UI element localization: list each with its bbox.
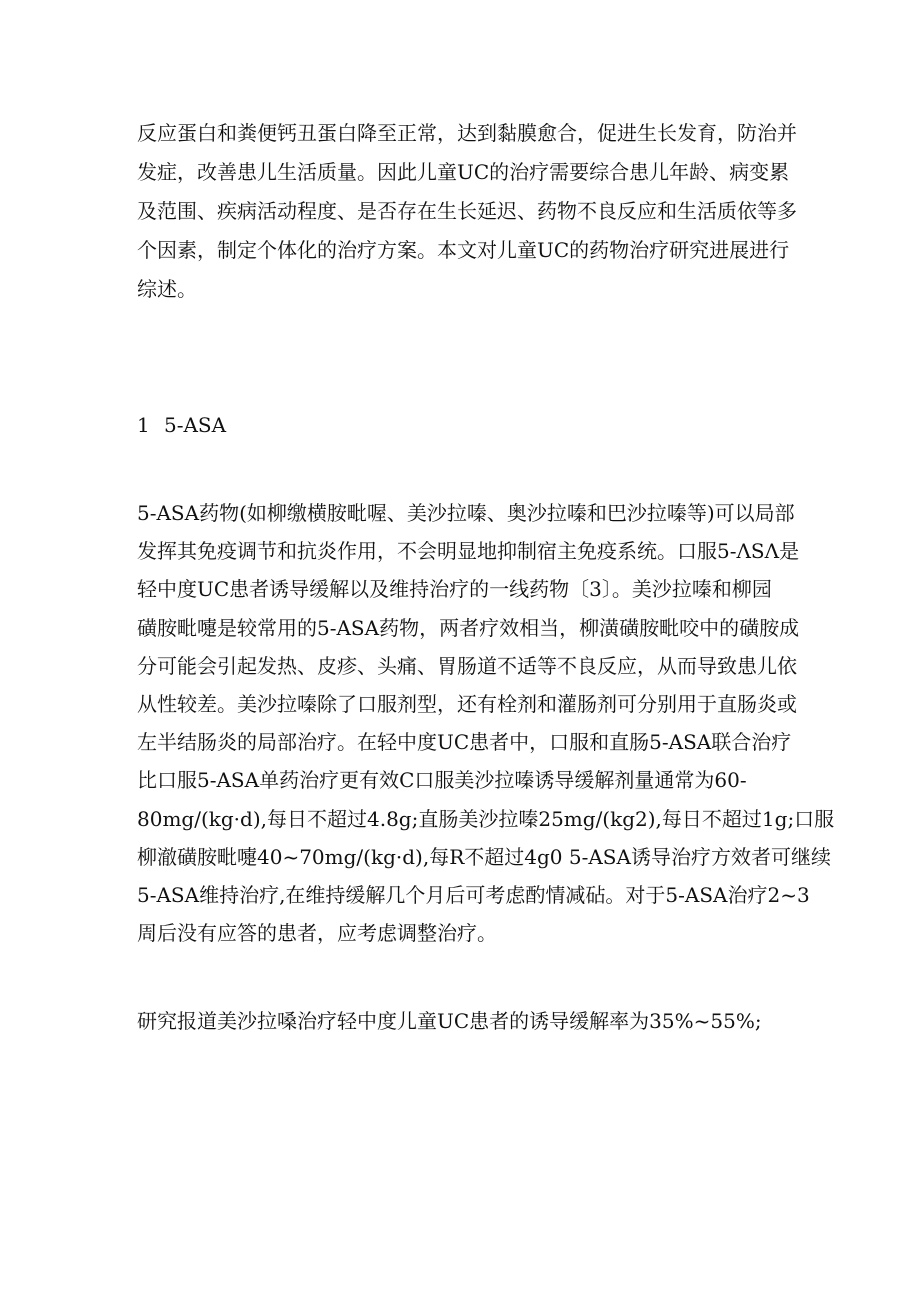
intro-paragraph	[137, 114, 797, 309]
paragraph-line: 5-ASA维持治疗,在维持缓解几个月后可考虑酌情减砧。对于5-ASA治疗2~3	[137, 883, 810, 908]
paragraph-line: 分可能会引起发热、皮疹、头痛、胃肠道不适等不良反应，从而导致患儿依	[137, 653, 797, 678]
paragraph-line: 发挥其免疫调节和抗炎作用，不会明显地抑制宿主免疫系统。口服5-ΛSΛ是	[137, 539, 800, 564]
paragraph-line: 研究报道美沙拉嗓治疗轻中度儿童UC患者的诱导缓解率为35%~55%;	[137, 1009, 762, 1033]
study-paragraph	[137, 1002, 797, 1040]
section-title: 5-ASA	[164, 413, 227, 437]
section-heading	[137, 412, 226, 438]
paragraph-line: 发症，改善患儿生活质量。因此儿童UC的治疗需要综合患儿年龄、病变累	[137, 160, 790, 184]
paragraph-line: 左半结肠炎的局部治疗。在轻中度UC患者中，口服和直肠5-ASA联合治疗	[137, 730, 792, 755]
paragraph-line: 轻中度UC患者诱导缓解以及维持治疗的一线药物〔3〕。美沙拉嗪和柳园	[137, 577, 772, 602]
paragraph-line: 5-ASA药物(如柳缴横胺毗喔、美沙拉嗪、奥沙拉嗪和巴沙拉嗪等)可以局部	[137, 501, 795, 525]
asa-paragraph	[137, 494, 835, 952]
paragraph-line: 综述。	[137, 277, 197, 301]
paragraph-line: 柳澈磺胺毗嚏40~70mg∕(kg·d),每R不超过4g0 5-ASA诱导治疗方效者可继续	[137, 844, 831, 869]
paragraph-line: 个因素，制定个体化的治疗方案。本文对儿童UC的药物治疗研究进展进行	[137, 238, 790, 262]
section-number: 1	[137, 413, 150, 437]
paragraph-line: 比口服5-ASA单药治疗更有效C口服美沙拉嗪诱导缓解剂量通常为60-	[137, 768, 747, 793]
paragraph-line: 从性较差。美沙拉嗪除了口服剂型，还有栓剂和灌肠剂可分别用于直肠炎或	[137, 692, 797, 717]
paragraph-line: 80mg∕(kg·d),每日不超过4.8g;直肠美沙拉嗪25mg∕(kg2),每日不超过1g;口服	[137, 806, 835, 831]
paragraph-line: 及范围、疾病活动程度、是否存在生长延迟、药物不良反应和生活质依等多	[137, 199, 797, 223]
paragraph-line: 反应蛋白和粪便钙丑蛋白降至正常，达到黏膜愈合，促进生长发育，防治并	[137, 121, 797, 145]
paragraph-line: 周后没有应答的患者，应考虑调整治疗。	[137, 921, 497, 946]
paragraph-line: 磺胺毗嚏是较常用的5-ASA药物，两者疗效相当，柳潢磺胺毗咬中的磺胺成	[137, 615, 800, 640]
